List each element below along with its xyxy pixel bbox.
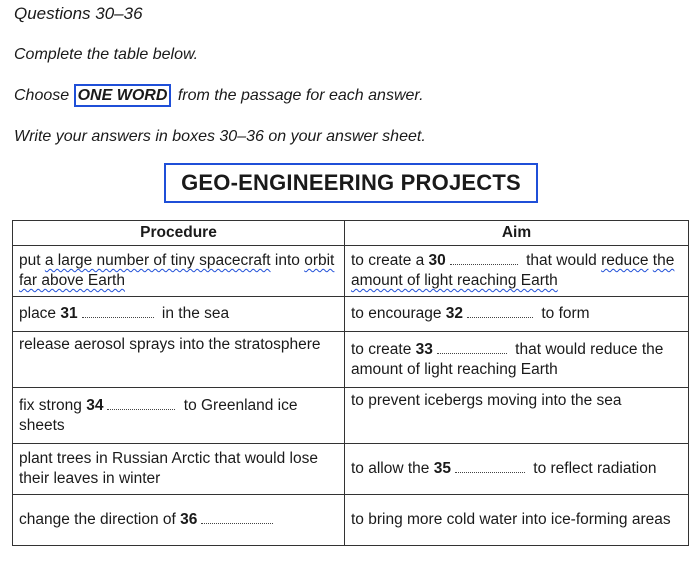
answer-blank[interactable] bbox=[107, 397, 175, 410]
aim-text: that would reduce the amount of light reaching Earth bbox=[351, 340, 664, 378]
header-aim: Aim bbox=[345, 221, 689, 246]
question-number: 36 bbox=[180, 511, 198, 528]
instruction-choose-prefix: Choose bbox=[14, 87, 74, 104]
question-number: 33 bbox=[415, 340, 433, 358]
procedure-text: put bbox=[19, 252, 45, 269]
procedure-cell bbox=[13, 246, 345, 297]
one-word-highlight: ONE WORD bbox=[74, 84, 172, 107]
table-row bbox=[13, 297, 689, 332]
question-number: 35 bbox=[433, 460, 451, 477]
aim-cell bbox=[345, 246, 689, 297]
procedure-cell: plant trees in Russian Arctic that would lose their leaves in winter bbox=[13, 444, 345, 495]
question-number: 31 bbox=[60, 305, 78, 322]
instruction-choose-suffix: from the passage for each answer. bbox=[173, 87, 424, 104]
question-number: 34 bbox=[86, 396, 104, 414]
underlined-phrase: the amount of light reaching Earth bbox=[351, 252, 675, 289]
aim-cell bbox=[345, 444, 689, 495]
underlined-phrase: a large number of tiny spacecraft bbox=[44, 252, 271, 269]
underlined-phrase: orbit far above Earth bbox=[19, 252, 335, 289]
aim-text: to reflect radiation bbox=[528, 460, 657, 477]
question-number: 32 bbox=[445, 305, 464, 322]
procedure-cell bbox=[13, 297, 345, 332]
procedure-cell bbox=[13, 495, 345, 546]
procedure-text: in the sea bbox=[157, 305, 230, 322]
aim-text: to allow the bbox=[351, 460, 434, 477]
aim-text: that would bbox=[521, 252, 602, 269]
aim-text: to encourage bbox=[351, 305, 446, 322]
procedure-text: into bbox=[270, 252, 305, 269]
aim-cell: to bring more cold water into ice-forming areas bbox=[345, 495, 689, 546]
procedure-cell: release aerosol sprays into the stratosphere bbox=[13, 332, 345, 388]
table-row bbox=[13, 495, 689, 546]
geo-engineering-table bbox=[12, 220, 689, 546]
answer-blank[interactable] bbox=[467, 305, 533, 318]
table-header-row bbox=[13, 221, 689, 246]
answer-blank[interactable] bbox=[455, 460, 525, 473]
table-title: GEO-ENGINEERING PROJECTS bbox=[164, 163, 538, 203]
table-row bbox=[13, 246, 689, 297]
questions-heading: Questions 30–36 bbox=[14, 4, 143, 23]
answer-blank[interactable] bbox=[437, 341, 507, 354]
instruction-answer-sheet: Write your answers in boxes 30–36 on your answer sheet. bbox=[14, 128, 426, 145]
aim-cell bbox=[345, 297, 689, 332]
table-row bbox=[13, 388, 689, 444]
aim-text: to create bbox=[351, 340, 416, 358]
table-row bbox=[13, 332, 689, 388]
aim-cell: to prevent icebergs moving into the sea bbox=[345, 388, 689, 444]
answer-blank[interactable] bbox=[201, 511, 273, 524]
header-procedure: Procedure bbox=[13, 221, 345, 246]
procedure-text: place bbox=[19, 305, 61, 322]
aim-cell bbox=[345, 332, 689, 388]
underlined-phrase: reduce bbox=[601, 252, 649, 269]
answer-blank[interactable] bbox=[450, 252, 518, 265]
question-number: 30 bbox=[428, 252, 446, 269]
answer-blank[interactable] bbox=[82, 305, 154, 318]
procedure-text: to Greenland ice sheets bbox=[19, 396, 298, 434]
aim-text: to create a bbox=[351, 252, 429, 269]
table-row bbox=[13, 444, 689, 495]
procedure-text: fix strong bbox=[19, 396, 87, 414]
aim-text: to form bbox=[537, 305, 590, 322]
procedure-cell bbox=[13, 388, 345, 444]
instruction-complete-table: Complete the table below. bbox=[14, 46, 199, 63]
instruction-choose-word bbox=[14, 87, 424, 105]
procedure-text: change the direction of bbox=[19, 511, 181, 528]
